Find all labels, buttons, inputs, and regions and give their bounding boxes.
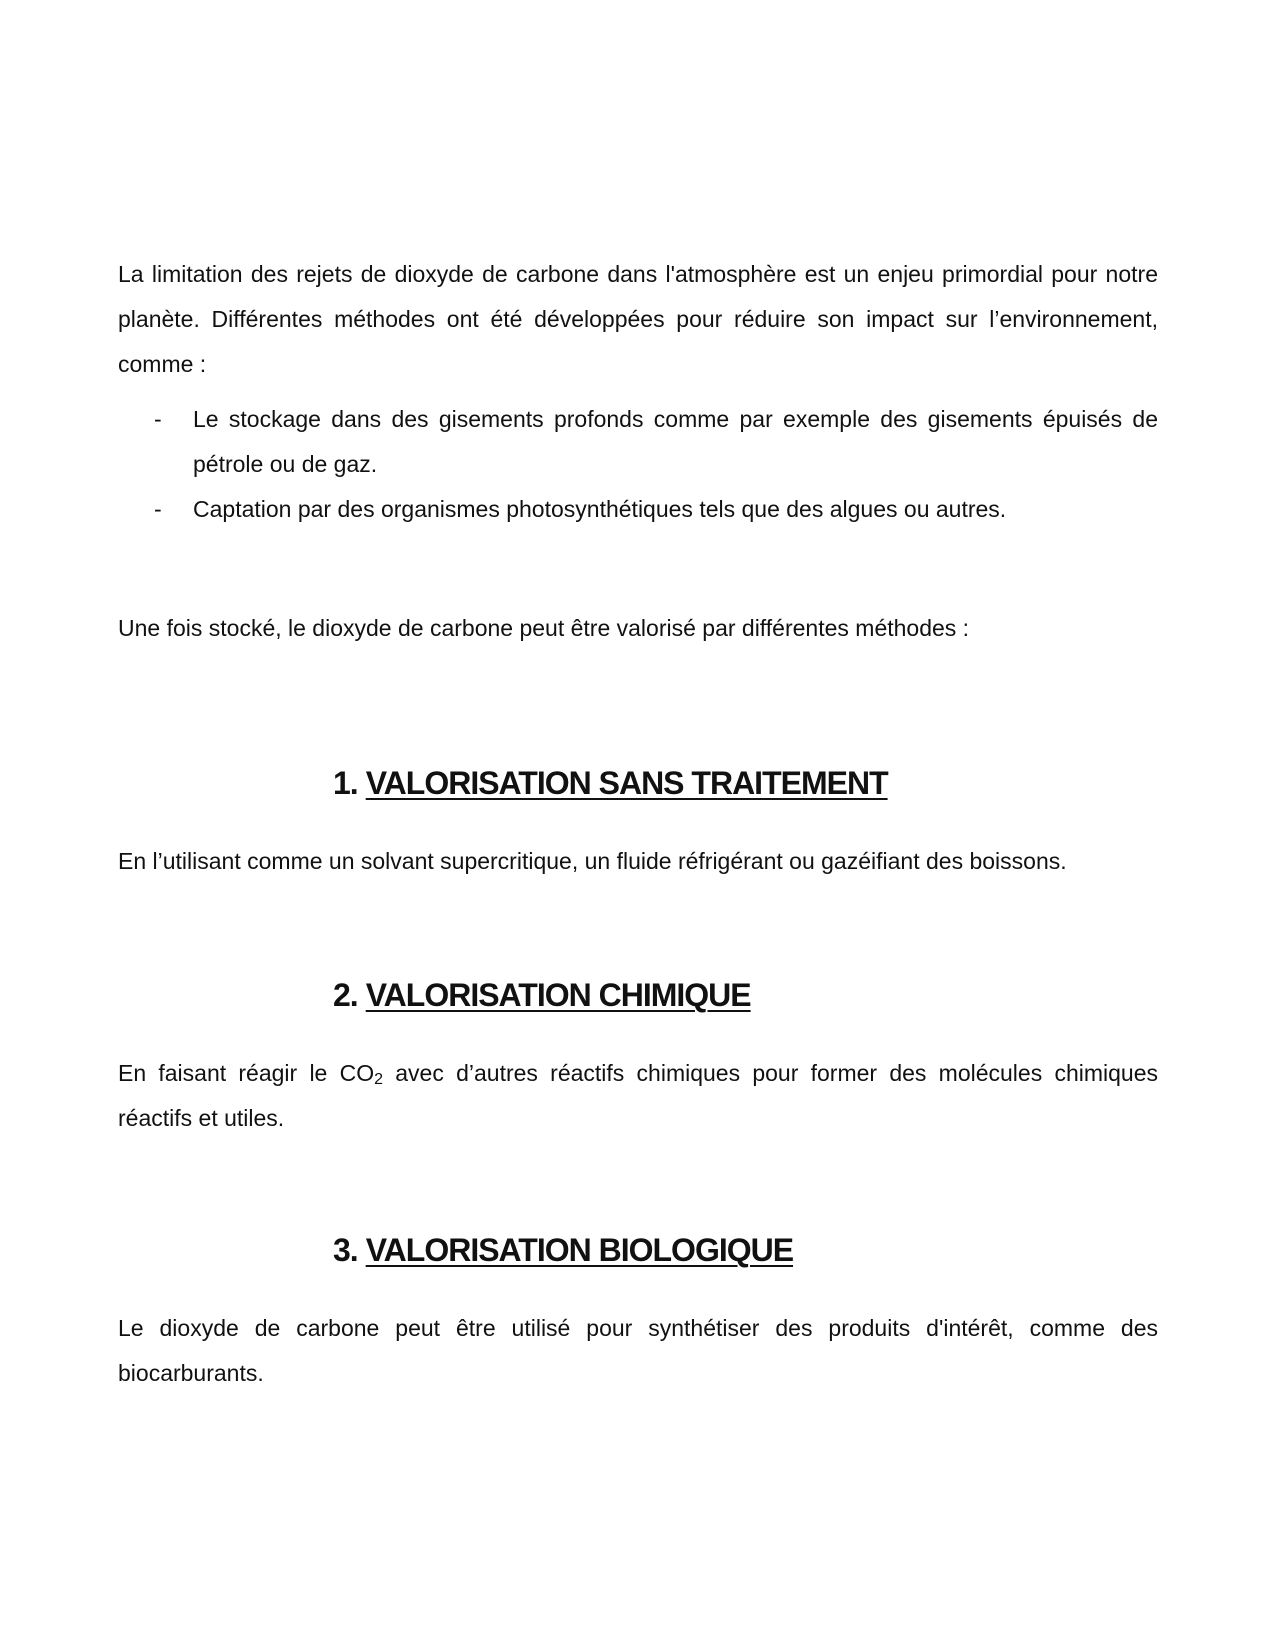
intro-bullet-list bbox=[118, 397, 1158, 532]
section-number: 2. bbox=[333, 977, 358, 1013]
section-heading-3 bbox=[333, 1230, 793, 1270]
bullet-text: Captation par des organismes photosynthétiques tels que des algues ou autres. bbox=[193, 496, 1007, 522]
subscript-2: 2 bbox=[374, 1071, 384, 1088]
transition-paragraph: Une fois stocké, le dioxyde de carbone peut être valorisé par différentes méthodes : bbox=[118, 615, 970, 641]
bullet-text: Le stockage dans des gisements profonds comme par exemple des gisements épuisés de pétrole ou de gaz. bbox=[193, 406, 1158, 477]
section-body-3: Le dioxyde de carbone peut être utilisé pour synthétiser des produits d'intérêt, comme des biocarburants. bbox=[118, 1315, 1158, 1386]
body-text-end: avec d’autres réactifs chimiques pour former des molécules chimiques réactifs et utiles. bbox=[118, 1060, 1158, 1131]
section-title: VALORISATION BIOLOGIQUE bbox=[365, 1232, 794, 1268]
list-item bbox=[118, 397, 1158, 487]
section-heading-1 bbox=[333, 763, 888, 803]
body-text-start: En faisant réagir le CO bbox=[118, 1060, 375, 1086]
section-number: 1. bbox=[333, 765, 358, 801]
bullet-dash: - bbox=[154, 496, 162, 522]
intro-paragraph: La limitation des rejets de dioxyde de carbone dans l'atmosphère est un enjeu primordial pour notre planète. Différentes méthodes ont été développées pour réduire son impact sur l’environnement, comme : bbox=[118, 261, 1158, 377]
bullet-dash: - bbox=[154, 406, 162, 432]
section-title: VALORISATION SANS TRAITEMENT bbox=[365, 765, 888, 801]
section-title: VALORISATION CHIMIQUE bbox=[365, 977, 751, 1013]
section-heading-2 bbox=[333, 975, 751, 1015]
section-body-1: En l’utilisant comme un solvant supercritique, un fluide réfrigérant ou gazéifiant des boissons. bbox=[118, 848, 1067, 874]
list-item bbox=[118, 487, 1158, 532]
section-body-2 bbox=[118, 1051, 1158, 1141]
section-number: 3. bbox=[333, 1232, 358, 1268]
